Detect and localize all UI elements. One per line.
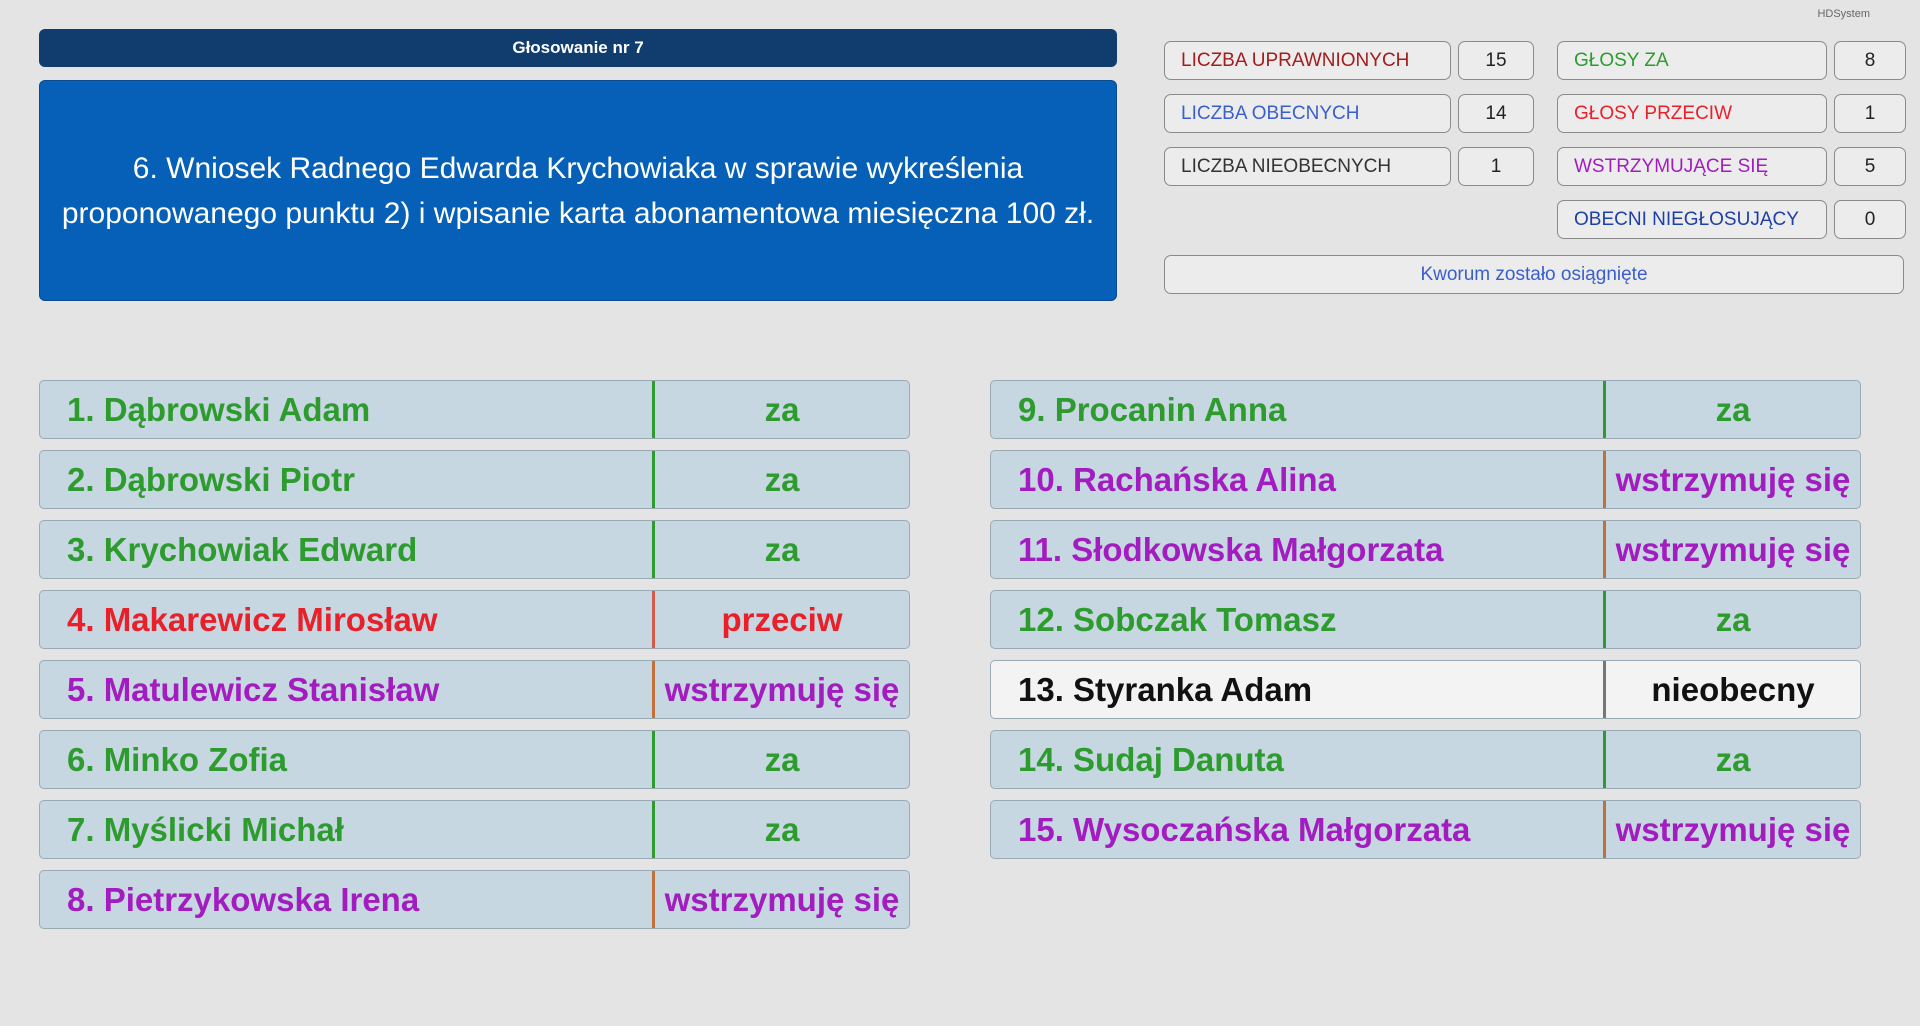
member-name: 5. Matulewicz Stanisław xyxy=(67,670,440,708)
member-name: 10. Rachańska Alina xyxy=(1018,460,1336,498)
member-vote: wstrzymuję się xyxy=(652,871,909,928)
stat-present-not-voting-label: OBECNI NIEGŁOSUJĄCY xyxy=(1557,200,1827,239)
member-name: 7. Myślicki Michał xyxy=(67,810,344,848)
member-name: 13. Styranka Adam xyxy=(1018,670,1313,708)
member-vote: za xyxy=(652,521,909,578)
member-vote: za xyxy=(1603,591,1860,648)
member-row xyxy=(39,520,910,579)
stat-eligible-label: LICZBA UPRAWNIONYCH xyxy=(1164,41,1451,80)
stat-votes-against-value: 1 xyxy=(1834,94,1906,133)
member-name: 6. Minko Zofia xyxy=(67,740,288,778)
stat-absent-label: LICZBA NIEOBECNYCH xyxy=(1164,147,1451,186)
member-vote: za xyxy=(652,451,909,508)
member-name: 8. Pietrzykowska Irena xyxy=(67,880,420,918)
stat-eligible-value: 15 xyxy=(1458,41,1534,80)
member-row xyxy=(39,450,910,509)
member-vote: za xyxy=(652,801,909,858)
member-vote: wstrzymuję się xyxy=(1603,521,1860,578)
member-vote: przeciw xyxy=(652,591,909,648)
member-name: 9. Procanin Anna xyxy=(1018,390,1287,428)
member-vote: wstrzymuję się xyxy=(652,661,909,718)
brand-label: HDSystem xyxy=(1817,8,1870,20)
member-name: 4. Makarewicz Mirosław xyxy=(67,600,438,638)
quorum-status: Kworum zostało osiągnięte xyxy=(1164,255,1904,294)
member-row xyxy=(39,800,910,859)
member-vote: wstrzymuję się xyxy=(1603,451,1860,508)
motion-text: 6. Wniosek Radnego Edwarda Krychowiaka w sprawie wykreślenia proponowanego punktu 2) i wpisanie karta abonamentowa miesięczna 100 zł. xyxy=(39,80,1117,301)
voting-title: Głosowanie nr 7 xyxy=(39,29,1117,67)
member-row xyxy=(990,660,1861,719)
member-row xyxy=(990,800,1861,859)
member-vote: za xyxy=(652,381,909,438)
member-row xyxy=(39,870,910,929)
stat-votes-against-label: GŁOSY PRZECIW xyxy=(1557,94,1827,133)
member-vote: nieobecny xyxy=(1603,661,1860,718)
member-name: 1. Dąbrowski Adam xyxy=(67,390,371,428)
member-row xyxy=(990,380,1861,439)
member-row xyxy=(39,660,910,719)
member-name: 11. Słodkowska Małgorzata xyxy=(1018,530,1444,568)
stat-abstaining-value: 5 xyxy=(1834,147,1906,186)
member-row xyxy=(990,730,1861,789)
member-name: 15. Wysoczańska Małgorzata xyxy=(1018,810,1471,848)
member-row xyxy=(39,730,910,789)
member-vote: za xyxy=(1603,381,1860,438)
member-row xyxy=(990,590,1861,649)
member-vote: za xyxy=(1603,731,1860,788)
stat-absent-value: 1 xyxy=(1458,147,1534,186)
stat-abstaining-label: WSTRZYMUJĄCE SIĘ xyxy=(1557,147,1827,186)
member-row xyxy=(990,450,1861,509)
member-row xyxy=(39,380,910,439)
stat-present-label: LICZBA OBECNYCH xyxy=(1164,94,1451,133)
member-row xyxy=(39,590,910,649)
member-name: 2. Dąbrowski Piotr xyxy=(67,460,355,498)
member-row xyxy=(990,520,1861,579)
stat-votes-for-label: GŁOSY ZA xyxy=(1557,41,1827,80)
member-vote: za xyxy=(652,731,909,788)
member-name: 3. Krychowiak Edward xyxy=(67,530,418,568)
stat-present-not-voting-value: 0 xyxy=(1834,200,1906,239)
stat-present-value: 14 xyxy=(1458,94,1534,133)
stat-votes-for-value: 8 xyxy=(1834,41,1906,80)
member-vote: wstrzymuję się xyxy=(1603,801,1860,858)
member-name: 12. Sobczak Tomasz xyxy=(1018,600,1337,638)
member-name: 14. Sudaj Danuta xyxy=(1018,740,1284,778)
